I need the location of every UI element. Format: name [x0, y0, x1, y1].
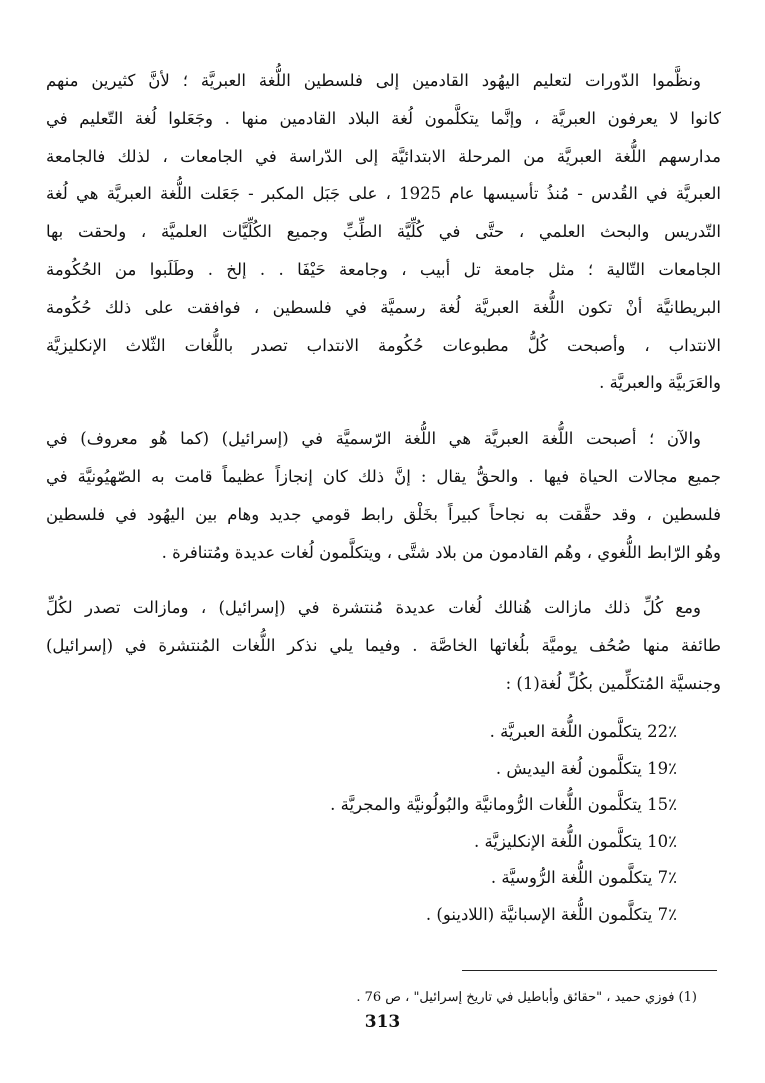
list-item: 22٪ يتكلَّمون اللُّغة العبريَّة . [489, 722, 677, 741]
text-line: العبريَّة في القُدس - مُنذُ تأسيسها عام 1925 ، على جَبَل المكبر - جَعَلت اللُّغة العبريَّة هي لُغة [46, 184, 721, 204]
language-list [0, 714, 765, 933]
text-line: ونظَّموا الدّورات لتعليم اليهُود القادمين إلى فلسطين اللُّغة العبريَّة ؛ لأنَّ كثيرين منهم [46, 71, 701, 90]
text-line: طائفة منها صُحُف يوميَّة بلُغاتها الخاصَّة . وفيما يلي نذكر اللُّغات المُنتشرة في (إسرائيل) [46, 636, 721, 656]
text-line: فلسطين ، وقد حقَّقت به نجاحاً كبيراً بخَلْق رابط قومي جديد وهام بين اليهُود في فلسطين [46, 504, 721, 524]
list-item: 7٪ يتكلَّمون اللُّغة الرُّوسيَّة . [490, 868, 677, 887]
paragraph-gap [0, 402, 765, 420]
text-line: التّدريس والبحث العلمي ، حتَّى في كُلِّيَّة الطِّبِّ وجميع الكُلِّيَّات العلميَّة ، ولحقت بها [46, 222, 721, 242]
body-text [0, 62, 765, 703]
list-item: 7٪ يتكلَّمون اللُّغة الإسبانيَّة (اللادينو) . [425, 904, 677, 924]
text-line: والآن ؛ أصبحت اللُّغة العبريَّة هي اللُّغة الرّسميَّة في (إسرائيل) (كما هُو معروف) في [46, 429, 701, 449]
text-line: الجامعات التّالية ؛ مثل جامعة تل أبيب ، وجامعة حَيْفَا . . إلخ . وطَلَبوا من الحُكُومة [46, 259, 721, 279]
footnote: (1) فوزي حميد ، "حقائق وأباطيل في تاريخ إسرائيل" ، ص 76 . [356, 990, 697, 1005]
list-item: 10٪ يتكلَّمون اللُّغة الإنكليزيَّة . [474, 831, 677, 851]
text-line: وجنسيَّة المُتكلِّمين بكُلِّ لُغة(1) : [505, 673, 721, 693]
text-line: ومع كُلِّ ذلك مازالت هُنالك لُغات عديدة مُنتشرة في (إسرائيل) ، ومازالت تصدر لكُلِّ [46, 598, 701, 618]
text-line: جميع مجالات الحياة فيها . والحقُّ يقال : إنَّ ذلك كان إنجازاً عظيماً قامت به الصّهيُونيَّة في [46, 466, 721, 486]
text-line: مدارسهم اللُّغة العبريَّة من المرحلة الابتدائيَّة إلى الدّراسة في الجامعات ، لذلك فالجامعة [46, 146, 721, 166]
footnote-divider [462, 970, 717, 971]
text-line: الانتداب ، وأصبحت كُلُّ مطبوعات حُكُومة الانتداب تصدر باللُّغات الثّلاث الإنكليزيَّة [46, 335, 721, 355]
list-item: 15٪ يتكلَّمون اللُّغات الرُّومانيَّة والبُولُونيَّة والمجريَّة . [330, 795, 677, 814]
paragraph-gap [0, 571, 765, 589]
text-line: والعَرَبيَّة والعبريَّة . [599, 373, 721, 393]
text-line: البريطانيَّة أنْ تكون اللُّغة العبريَّة لُغة رسميَّة في فلسطين ، فوافقت على ذلك حُكُومة [46, 297, 721, 317]
list-item: 19٪ يتكلَّمون لُغة اليديش . [495, 758, 677, 778]
page-number: 313 [364, 1012, 401, 1032]
text-line: وهُو الرّابط اللُّغوي ، وهُم القادمون من بلاد شتَّى ، ويتكلَّمون لُغات عديدة ومُتنافرة . [161, 542, 721, 562]
text-line: كانوا لا يعرفون العبريَّة ، وإنَّما يتكلَّمون لُغة البلاد القادمين منها . وجَعَلوا لُغة التّعليم في [46, 108, 721, 128]
